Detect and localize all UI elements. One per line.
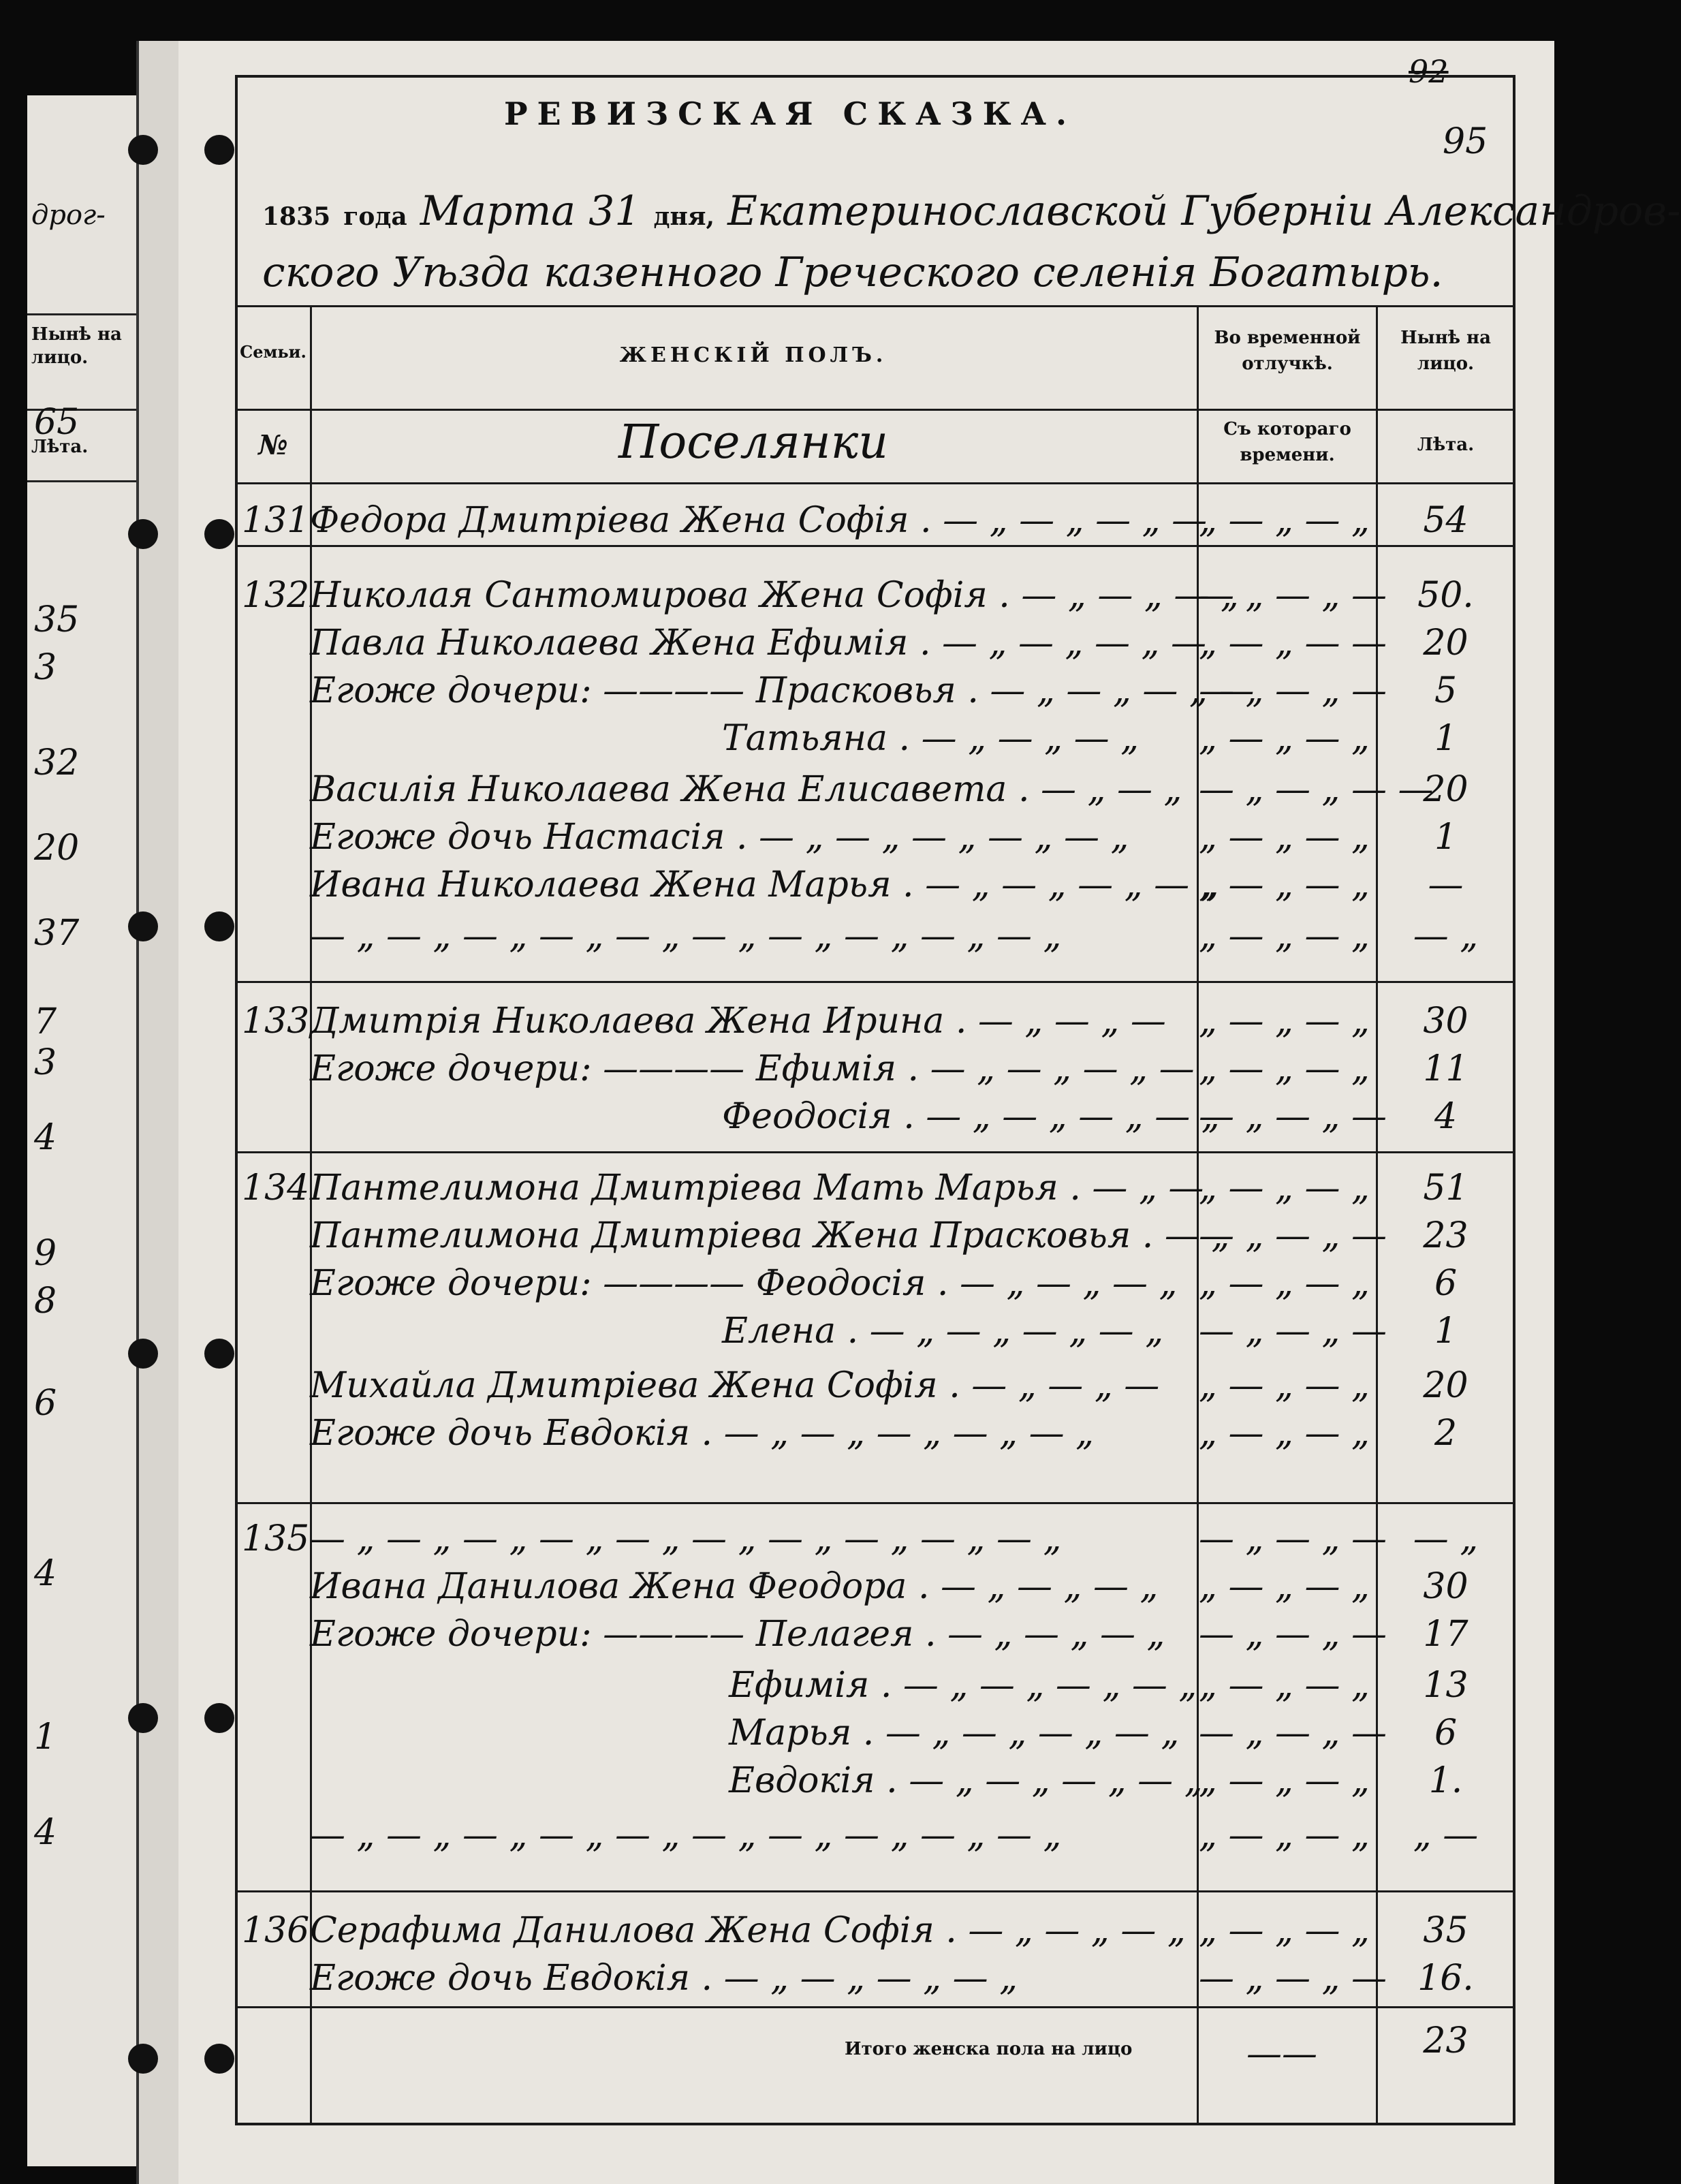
category-label: Поселянки [618, 416, 889, 469]
table-row [0, 1611, 1585, 1657]
absence-cell: „ — „ — „ [1199, 500, 1370, 541]
prev-age-value: 4 [34, 1117, 57, 1158]
table-row [0, 814, 1585, 860]
family-number: 133 [242, 1001, 310, 1042]
table-row [0, 862, 1585, 908]
header-top-rule [235, 305, 1515, 307]
person-entry: Татьяна . — „ — „ — „ [722, 718, 1140, 759]
family-number: 135 [242, 1518, 310, 1559]
person-entry: Николая Сантомирова Жена Софія . — „ — „ — „ [310, 575, 1239, 616]
prev-subheader: Лѣта. [31, 437, 89, 457]
table-row [0, 1260, 1585, 1307]
family-separator [235, 1890, 1515, 1892]
table-row [0, 715, 1585, 762]
prev-age-value: 3 [34, 647, 57, 688]
table-row [0, 1662, 1585, 1709]
absence-cell: — „ — „ — [1199, 1713, 1387, 1753]
table-row [0, 1955, 1585, 2001]
person-entry: — „ — „ — „ — „ — „ — „ — „ — „ — „ — „ [310, 1815, 1062, 1856]
binding-hole [128, 135, 158, 165]
prev-age-value: 3 [34, 1042, 57, 1083]
age-cell: 1. [1428, 1760, 1463, 1801]
folio-crossed: 92 [1409, 53, 1449, 90]
absence-cell: — „ — „ — [1199, 1518, 1387, 1559]
absence-cell: „ — „ — „ [1199, 1413, 1370, 1454]
absence-cell: — „ — „ — [1199, 670, 1387, 711]
family-separator [235, 1151, 1515, 1153]
column-header-present: Нынѣ на лицо. [1400, 328, 1491, 374]
age-cell: 1 [1434, 1311, 1458, 1352]
absence-cell: „ — „ — „ [1199, 916, 1370, 956]
heading-month: Марта 31 [420, 187, 641, 235]
person-entry: Пантелимона Дмитріева Жена Прасковья . — „ [310, 1215, 1230, 1256]
age-cell: 20 [1423, 769, 1468, 810]
absence-cell: „ — „ — „ [1199, 864, 1370, 905]
prev-age-value: 35 [34, 599, 80, 640]
age-cell: 30 [1423, 1001, 1468, 1042]
absence-cell: „ — „ — „ [1199, 1168, 1370, 1208]
prev-age-value: 1 [34, 1717, 57, 1758]
prev-age-value: 65 [34, 402, 80, 443]
person-entry: Федора Дмитріева Жена Софія . — „ — „ — „ — [310, 500, 1208, 541]
person-entry: Пантелимона Дмитріева Мать Марья . — „ — [310, 1168, 1204, 1208]
age-cell: 11 [1423, 1048, 1468, 1089]
prev-age-value: 9 [34, 1233, 57, 1274]
age-cell: 5 [1434, 670, 1458, 711]
prev-age-value: 4 [34, 1553, 57, 1594]
absence-cell: — „ — „ — [1199, 1958, 1387, 1999]
person-entry: Егоже дочь Евдокія . — „ — „ — „ — „ [310, 1958, 1018, 1999]
person-entry: Дмитрія Николаева Жена Ирина . — „ — „ — [310, 1001, 1166, 1042]
person-entry: Егоже дочь Евдокія . — „ — „ — „ — „ — „ [310, 1413, 1095, 1454]
person-entry: Ивана Николаева Жена Марья . — „ — „ — „ — „ [310, 864, 1219, 905]
prev-column-header: Нынѣ на лицо. [31, 324, 122, 368]
absence-cell: „ — „ — „ [1199, 718, 1370, 759]
absence-cell: — „ — „ — [1199, 1311, 1387, 1352]
table-row [0, 1362, 1585, 1409]
person-entry: Серафима Данилова Жена Софія . — „ — „ — „ [310, 1910, 1186, 1951]
prev-rule [27, 480, 136, 482]
absence-cell: „ — „ — „ [1199, 1760, 1370, 1801]
age-cell: 16. [1417, 1958, 1474, 1999]
absence-cell: — „ — „ — [1199, 1096, 1387, 1137]
age-cell: 35 [1423, 1910, 1468, 1951]
person-entry: Феодосія . — „ — „ — „ — „ [722, 1096, 1220, 1137]
family-number: 132 [242, 575, 310, 616]
column-header-absence: Во временной отлучкѣ. [1214, 328, 1361, 374]
age-cell: 30 [1423, 1566, 1468, 1607]
table-row [0, 998, 1585, 1044]
age-cell: — „ [1413, 916, 1479, 956]
table-row [0, 766, 1585, 813]
absence-cell: — „ — „ — [1199, 1215, 1387, 1256]
absence-cell: — „ — „ — [1199, 575, 1387, 616]
age-cell: 20 [1423, 1365, 1468, 1406]
absence-cell: — „ — „ — — [1199, 769, 1434, 810]
prev-rule [27, 313, 136, 315]
total-absence: —— [1246, 2033, 1317, 2074]
person-entry: Евдокія . — „ — „ — „ — „ [729, 1760, 1203, 1801]
heading-year-word: года [343, 202, 407, 231]
total-label: Итого женска пола на лицо [845, 2039, 1133, 2059]
family-number: 134 [242, 1168, 310, 1208]
prev-age-value: 4 [34, 1812, 57, 1853]
family-separator [235, 981, 1515, 983]
person-entry: Ивана Данилова Жена Феодора . — „ — „ — „ [310, 1566, 1159, 1607]
prev-age-value: 37 [34, 913, 80, 954]
table-row [0, 1093, 1585, 1140]
binding-hole [204, 135, 234, 165]
age-cell: 1 [1434, 817, 1458, 858]
column-header-years: Лѣта. [1417, 435, 1475, 455]
total-separator [235, 2006, 1515, 2008]
table-row [0, 668, 1585, 714]
person-entry: — „ — „ — „ — „ — „ — „ — „ — „ — „ — „ [310, 1518, 1062, 1559]
person-entry: Егоже дочери: ———— Пелагея . — „ — „ — „ [310, 1614, 1165, 1655]
person-entry: — „ — „ — „ — „ — „ — „ — „ — „ — „ — „ [310, 916, 1062, 956]
absence-cell: „ — „ — „ [1199, 1566, 1370, 1607]
prev-age-value: 20 [34, 828, 80, 869]
age-cell: 4 [1434, 1096, 1458, 1137]
binding-hole [128, 2044, 158, 2074]
absence-cell: „ — „ — — [1199, 623, 1387, 664]
binding-hole [204, 2044, 234, 2074]
folio-number: 95 [1443, 121, 1488, 162]
prev-age-value: 8 [34, 1281, 57, 1322]
table-row [0, 1812, 1585, 1858]
age-cell: 23 [1423, 1215, 1468, 1256]
age-cell: 6 [1434, 1713, 1458, 1753]
table-row [0, 1710, 1585, 1756]
absence-cell: „ — „ — „ [1199, 1665, 1370, 1706]
age-cell: 17 [1423, 1614, 1468, 1655]
age-cell: — [1428, 864, 1464, 905]
age-cell: 51 [1423, 1168, 1468, 1208]
family-number: 131 [242, 500, 310, 541]
table-row [0, 497, 1585, 544]
prev-heading-fragment: дрог- [31, 200, 106, 231]
column-header-since: Съ котораго времени. [1223, 419, 1351, 465]
absence-cell: „ — „ — „ [1199, 1048, 1370, 1089]
age-cell: 50. [1417, 575, 1474, 616]
heading-line-2: ского Уѣзда казенного Греческого селенія Богатырь. [262, 249, 1443, 296]
table-row [0, 913, 1585, 959]
prev-age-value: 6 [34, 1383, 57, 1424]
heading-place: Екатеринославской Губерніи Александров- [727, 187, 1681, 235]
prev-age-value: 7 [34, 1001, 57, 1042]
absence-cell: „ — „ — „ [1199, 1263, 1370, 1304]
table-row [0, 1563, 1585, 1610]
table-row [0, 620, 1585, 666]
age-cell: „ — [1413, 1815, 1479, 1856]
absence-cell: „ — „ — „ [1199, 1910, 1370, 1951]
heading-day-word: дня, [653, 202, 715, 231]
person-entry: Егоже дочь Настасія . — „ — „ — „ — „ — „ [310, 817, 1129, 858]
table-row [0, 1516, 1585, 1562]
table-row [0, 1165, 1585, 1211]
heading-year: 1835 [262, 202, 331, 231]
table-row [0, 1213, 1585, 1259]
absence-cell: „ — „ — „ [1199, 1365, 1370, 1406]
header-bottom-rule [235, 482, 1515, 484]
absence-cell: — „ — „ — [1199, 1614, 1387, 1655]
age-cell: 13 [1423, 1665, 1468, 1706]
column-header-number: № [258, 429, 288, 461]
table-row [0, 572, 1585, 619]
total-present: 23 [1423, 2021, 1468, 2061]
prev-age-value: 32 [34, 743, 80, 783]
person-entry: Елена . — „ — „ — „ — „ [722, 1311, 1164, 1352]
table-row [0, 1046, 1585, 1092]
table-row [0, 1907, 1585, 1954]
age-cell: — „ [1413, 1518, 1479, 1559]
family-separator [235, 545, 1515, 547]
heading-line-1 [262, 187, 1681, 235]
person-entry: Егоже дочери: ———— Феодосія . — „ — „ — „ [310, 1263, 1178, 1304]
table-row [0, 1758, 1585, 1804]
absence-cell: „ — „ — „ [1199, 1815, 1370, 1856]
age-cell: 20 [1423, 623, 1468, 664]
person-entry: Михайла Дмитріева Жена Софія . — „ — „ — [310, 1365, 1160, 1406]
person-entry: Марья . — „ — „ — „ — „ [729, 1713, 1180, 1753]
absence-cell: „ — „ — „ [1199, 1001, 1370, 1042]
age-cell: 54 [1423, 500, 1468, 541]
family-separator [235, 1502, 1515, 1504]
absence-cell: „ — „ — „ [1199, 817, 1370, 858]
age-cell: 1 [1434, 718, 1458, 759]
age-cell: 6 [1434, 1263, 1458, 1304]
column-header-family: Семьи. [240, 342, 307, 362]
age-cell: 2 [1434, 1413, 1458, 1454]
person-entry: Василія Николаева Жена Елисавета . — „ — „ [310, 769, 1182, 810]
column-header-sex: ЖЕНСКІЙ ПОЛЪ. [619, 343, 887, 367]
header-mid-rule [235, 409, 1515, 411]
document-title: РЕВИЗСКАЯ СКАЗКА. [503, 95, 1077, 132]
person-entry: Ефимія . — „ — „ — „ — „ [729, 1665, 1197, 1706]
person-entry: Павла Николаева Жена Ефимія . — „ — „ — „ — [310, 623, 1207, 664]
person-entry: Егоже дочери: ———— Прасковья . — „ — „ — „ — [310, 670, 1255, 711]
family-number: 136 [242, 1910, 310, 1951]
table-row [0, 1410, 1585, 1456]
person-entry: Егоже дочери: ———— Ефимія . — „ — „ — „ — [310, 1048, 1195, 1089]
table-row [0, 1308, 1585, 1354]
